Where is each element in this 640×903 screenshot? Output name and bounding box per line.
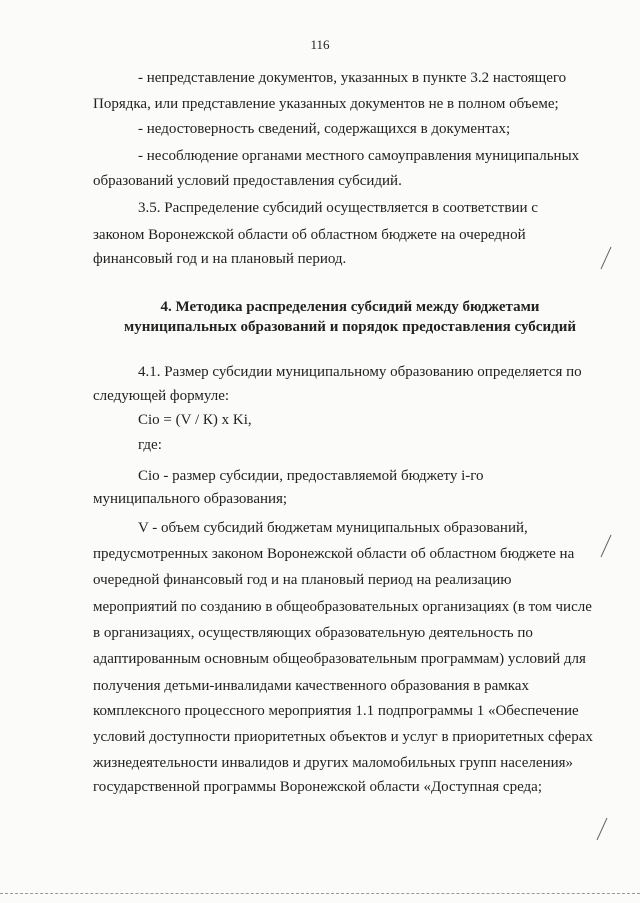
formula: Сio = (V / К) x Ki, xyxy=(138,412,252,428)
paragraph-line: законом Воронежской области об областном бюджете на очередной xyxy=(93,227,526,243)
paragraph-line: - непредставление документов, указанных в пункте 3.2 настоящего xyxy=(138,70,567,86)
paragraph-line: Сio - размер субсидии, предоставляемой бюджету i-го xyxy=(138,468,484,484)
paragraph-line: получения детьми-инвалидами качественного образования в рамках xyxy=(93,678,529,694)
paragraph-line: в организациях, осуществляющих образовательную деятельность по xyxy=(93,625,533,641)
paragraph-line: мероприятий по созданию в общеобразовательных организациях (в том числе xyxy=(93,599,592,615)
section-heading-line2: муниципальных образований и порядок предоставления субсидий xyxy=(124,319,576,335)
paragraph-line: 4.1. Размер субсидии муниципальному образованию определяется по xyxy=(138,364,582,380)
paragraph-line: условий доступности приоритетных объектов и услуг в приоритетных сферах xyxy=(93,729,593,745)
paragraph-line: Порядка, или представление указанных документов не в полном объеме; xyxy=(93,96,559,112)
margin-mark xyxy=(596,532,616,562)
paragraph-line: 3.5. Распределение субсидий осуществляется в соответствии с xyxy=(138,200,538,216)
paragraph-line: где: xyxy=(138,437,162,453)
paragraph-line: очередной финансовый год и на плановый период на реализацию xyxy=(93,572,512,588)
paragraph-line: муниципального образования; xyxy=(93,491,288,507)
paragraph-line: следующей формуле: xyxy=(93,388,230,404)
paragraph-line: комплексного процессного мероприятия 1.1 подпрограммы 1 «Обеспечение xyxy=(93,703,579,719)
section-heading-line1: 4. Методика распределения субсидий между бюджетами xyxy=(160,299,540,315)
paragraph-line: жизнедеятельности инвалидов и других маломобильных групп населения» xyxy=(93,755,574,771)
paragraph-line: - несоблюдение органами местного самоуправления муниципальных xyxy=(138,148,580,164)
paragraph-line: - недостоверность сведений, содержащихся в документах; xyxy=(138,121,511,137)
paragraph-line: предусмотренных законом Воронежской области об областном бюджете на xyxy=(93,546,575,562)
paragraph-line: образований условий предоставления субсидий. xyxy=(93,173,402,189)
paragraph-line: V - объем субсидий бюджетам муниципальных образований, xyxy=(138,520,528,536)
page-edge xyxy=(0,893,640,895)
margin-mark xyxy=(596,244,616,274)
paragraph-line: государственной программы Воронежской области «Доступная среда; xyxy=(93,779,542,795)
paragraph-line: адаптированным основным общеобразовательным программам) условий для xyxy=(93,651,586,667)
paragraph-line: финансовый год и на плановый период. xyxy=(93,251,347,267)
margin-mark xyxy=(592,815,612,845)
page-number: 116 xyxy=(310,37,330,52)
